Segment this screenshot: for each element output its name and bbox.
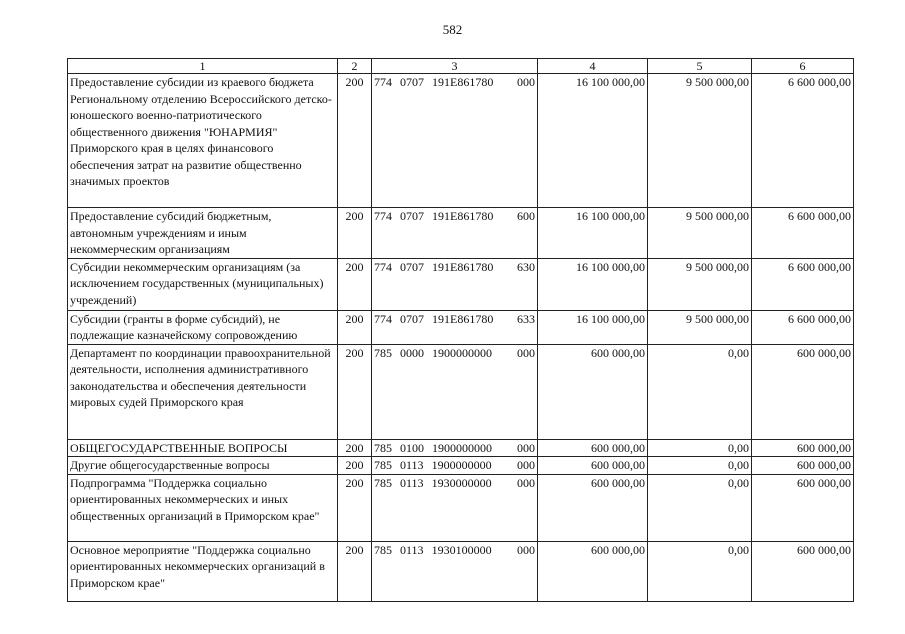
row-col5: 9 500 000,00 xyxy=(648,208,752,259)
row-col4: 600 000,00 xyxy=(538,474,648,541)
code-type: 000 xyxy=(517,75,535,89)
row-col2: 200 xyxy=(338,74,372,208)
code-type: 000 xyxy=(517,345,535,360)
row-col6: 600 000,00 xyxy=(752,474,854,541)
table-row xyxy=(68,541,854,601)
row-name: Предоставление субсидий бюджетным, автономным учреждениям и иным некоммерческим организациям xyxy=(68,208,338,259)
code-target: 191E861780 xyxy=(432,311,494,326)
header-col-5: 5 xyxy=(648,59,752,74)
code-ministry: 785 xyxy=(374,475,392,490)
row-code xyxy=(372,344,538,439)
row-col2: 200 xyxy=(338,208,372,259)
code-target: 191E861780 xyxy=(432,209,494,223)
code-type: 000 xyxy=(517,475,535,490)
code-type: 000 xyxy=(517,440,535,455)
row-code xyxy=(372,457,538,475)
header-col-1: 1 xyxy=(68,59,338,74)
table-row xyxy=(68,439,854,457)
code-section: 0113 xyxy=(400,475,424,490)
row-code xyxy=(372,474,538,541)
row-col5: 0,00 xyxy=(648,457,752,475)
code-section: 0100 xyxy=(400,440,424,455)
row-col4: 16 100 000,00 xyxy=(538,310,648,344)
row-col2: 200 xyxy=(338,474,372,541)
code-type: 000 xyxy=(517,458,535,472)
row-name: Основное мероприятие "Поддержка социально ориентированных некоммерческих организаций в Приморском крае" xyxy=(68,541,338,601)
row-col5: 0,00 xyxy=(648,541,752,601)
row-name: Субсидии некоммерческим организациям (за исключением государственных (муниципальных) учреждений) xyxy=(68,258,338,310)
row-code xyxy=(372,541,538,601)
row-col5: 0,00 xyxy=(648,344,752,439)
code-section: 0113 xyxy=(400,458,424,472)
row-code xyxy=(372,439,538,457)
row-col4: 16 100 000,00 xyxy=(538,74,648,208)
code-target: 1900000000 xyxy=(431,458,492,472)
code-section: 0113 xyxy=(400,542,424,557)
row-name: Другие общегосударственные вопросы xyxy=(68,457,338,475)
row-col5: 9 500 000,00 xyxy=(648,258,752,310)
row-col6: 6 600 000,00 xyxy=(752,310,854,344)
code-target: 1930100000 xyxy=(431,542,492,557)
code-ministry: 774 xyxy=(374,311,392,326)
code-ministry: 785 xyxy=(374,458,392,472)
code-ministry: 774 xyxy=(374,75,392,89)
row-col4: 600 000,00 xyxy=(538,344,648,439)
row-name: Предоставление субсидии из краевого бюджета Региональному отделению Всероссийского детско-юношеского военно-патриотического общественного движения "ЮНАРМИЯ" Приморского края в целях финансового обеспечения затрат на развитие общественно значимых проектов xyxy=(68,74,338,208)
code-ministry: 785 xyxy=(374,542,392,557)
row-code xyxy=(372,74,538,208)
code-target: 191E861780 xyxy=(432,259,494,274)
row-col6: 6 600 000,00 xyxy=(752,258,854,310)
header-col-4: 4 xyxy=(538,59,648,74)
header-col-3: 3 xyxy=(372,59,538,74)
header-col-6: 6 xyxy=(752,59,854,74)
row-name: ОБЩЕГОСУДАРСТВЕННЫЕ ВОПРОСЫ xyxy=(68,439,338,457)
row-code xyxy=(372,208,538,259)
code-type: 600 xyxy=(517,209,535,223)
row-col6: 600 000,00 xyxy=(752,439,854,457)
code-type: 000 xyxy=(517,542,535,557)
code-ministry: 785 xyxy=(374,345,392,360)
row-col5: 9 500 000,00 xyxy=(648,310,752,344)
header-col-2: 2 xyxy=(338,59,372,74)
code-ministry: 785 xyxy=(374,440,392,455)
table-row xyxy=(68,208,854,259)
row-name: Субсидии (гранты в форме субсидий), не подлежащие казначейскому сопровождению xyxy=(68,310,338,344)
row-col2: 200 xyxy=(338,310,372,344)
code-target: 1930000000 xyxy=(431,475,492,490)
row-col4: 16 100 000,00 xyxy=(538,208,648,259)
row-col6: 6 600 000,00 xyxy=(752,208,854,259)
row-name: Подпрограмма "Поддержка социально ориентированных некоммерческих и иных общественных организаций в Приморском крае" xyxy=(68,474,338,541)
table-row xyxy=(68,474,854,541)
row-col6: 6 600 000,00 xyxy=(752,74,854,208)
row-col6: 600 000,00 xyxy=(752,344,854,439)
code-target: 1900000000 xyxy=(432,440,492,455)
code-type: 630 xyxy=(517,259,535,274)
code-target: 1900000000 xyxy=(432,345,492,360)
row-col2: 200 xyxy=(338,457,372,475)
table-row xyxy=(68,258,854,310)
code-type: 633 xyxy=(517,311,535,326)
row-col4: 600 000,00 xyxy=(538,457,648,475)
table-row xyxy=(68,457,854,475)
row-col2: 200 xyxy=(338,541,372,601)
row-col4: 16 100 000,00 xyxy=(538,258,648,310)
code-section: 0707 xyxy=(400,75,424,89)
code-target: 191E861780 xyxy=(432,75,494,89)
row-col5: 0,00 xyxy=(648,474,752,541)
table-row xyxy=(68,310,854,344)
code-section: 0707 xyxy=(400,311,424,326)
code-section: 0707 xyxy=(400,259,424,274)
table-header-row xyxy=(68,59,854,74)
row-code xyxy=(372,258,538,310)
page-number: 582 xyxy=(442,22,463,37)
row-code xyxy=(372,310,538,344)
row-col2: 200 xyxy=(338,258,372,310)
row-col2: 200 xyxy=(338,344,372,439)
code-section: 0000 xyxy=(400,345,424,360)
row-col5: 0,00 xyxy=(648,439,752,457)
table-row xyxy=(68,74,854,208)
row-col6: 600 000,00 xyxy=(752,541,854,601)
code-section: 0707 xyxy=(400,209,424,223)
budget-table xyxy=(67,58,854,602)
code-ministry: 774 xyxy=(374,209,392,223)
table-row xyxy=(68,344,854,439)
code-ministry: 774 xyxy=(374,259,392,274)
row-col4: 600 000,00 xyxy=(538,541,648,601)
row-col4: 600 000,00 xyxy=(538,439,648,457)
row-col6: 600 000,00 xyxy=(752,457,854,475)
row-name: Департамент по координации правоохранительной деятельности, исполнения административного законодательства и обеспечения деятельности мировых судей Приморского края xyxy=(68,344,338,439)
row-col5: 9 500 000,00 xyxy=(648,74,752,208)
row-col2: 200 xyxy=(338,439,372,457)
